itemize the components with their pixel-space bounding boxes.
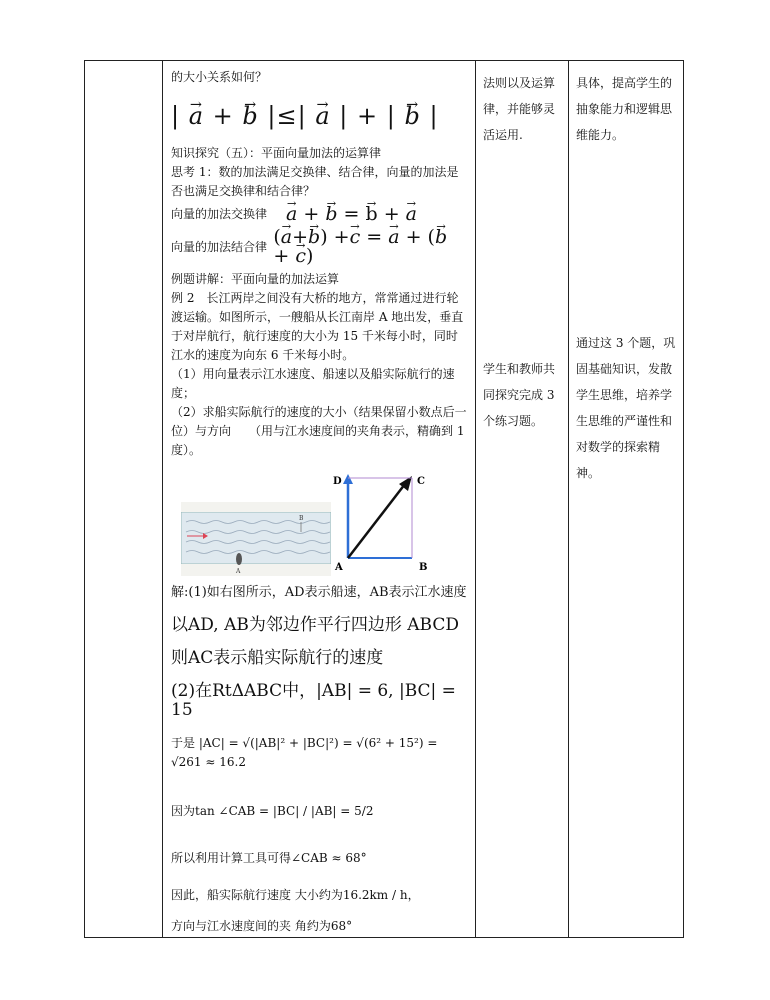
solution-step-3: 则AC表示船实际航行的速度 bbox=[171, 648, 384, 668]
student-activity-cell bbox=[476, 60, 568, 434]
intent-mid: 通过这 3 个题，巩固基础知识，发散学生思维，培养学生思维的严谨性和对数学的探索精神。 bbox=[576, 336, 676, 480]
vector-diagram bbox=[321, 472, 431, 577]
design-intent-cell bbox=[569, 60, 683, 486]
teaching-content-cell bbox=[163, 60, 475, 948]
label-d: D bbox=[333, 476, 342, 487]
solution-step-7: 所以利用计算工具可得∠CAB ≈ 68° bbox=[171, 851, 367, 865]
solution-step-1: 解:(1)如右图所示，AD表示船速，AB表示江水速度 bbox=[171, 585, 467, 600]
think-question: 思考 1：数的加法满足交换律、结合律，向量的加法是否也满足交换律和结合律？ bbox=[171, 165, 459, 198]
solution-step-2: 以AD, AB为邻边作平行四边形 ABCD bbox=[171, 615, 460, 635]
intro-text: 的大小关系如何？ bbox=[171, 70, 268, 84]
activity-mid: 学生和教师共同探究完成 3 个练习题。 bbox=[483, 362, 556, 428]
associative-formula: (→ a+→ b) +→ c = → a + (→ b + → c) bbox=[273, 228, 469, 266]
question-1: （1）用向量表示江水速度、船速以及船实际航行的速度； bbox=[171, 367, 455, 400]
label-c: C bbox=[417, 476, 425, 487]
river-illustration bbox=[181, 502, 331, 576]
solution-step-6: 因为tan ∠CAB = |BC| / |AB| = 5/2 bbox=[171, 804, 374, 818]
associative-label: 向量的加法结合律 bbox=[171, 239, 268, 254]
triangle-inequality: | → a + → b |≤| → a | + | → b | bbox=[171, 107, 469, 126]
label-b: B bbox=[419, 562, 428, 573]
intent-top: 具体，提高学生的抽象能力和逻辑思维能力。 bbox=[576, 76, 673, 142]
commutative-law bbox=[171, 205, 469, 224]
solution-step-9: 方向与江水速度间的夹 角约为68° bbox=[171, 919, 353, 933]
river-label-b: B bbox=[299, 515, 304, 522]
commutative-formula: → a + → b = → b + → a bbox=[286, 205, 417, 224]
solution-step-8: 因此，船实际航行速度 大小约为16.2km / h， bbox=[171, 888, 420, 902]
figure-row bbox=[171, 472, 469, 577]
label-a: A bbox=[335, 562, 343, 573]
activity-top: 法则以及运算律，并能够灵活运用. bbox=[483, 76, 556, 142]
section-title: 知识探究（五）：平面向量加法的运算律 bbox=[171, 146, 382, 160]
example-title: 例题讲解：平面向量的加法运算 bbox=[171, 272, 340, 286]
example-2-text: 例 2 长江两岸之间没有大桥的地方，常常通过进行轮渡运输。如图所示，一艘船从长江南岸 A 地出发，垂直于对岸航行，航行速度的大小为 15 千米每小时，同时江水的速度为向东 6 千米每小时。 bbox=[171, 291, 464, 362]
question-2: （2）求船实际航行的速度的大小（结果保留小数点后一位）与方向 （用与江水速度间的夹角表示，精确到 1 度）。 bbox=[171, 405, 467, 457]
associative-law bbox=[171, 228, 469, 266]
solution-step-5: 于是 |AC| = √(|AB|² + |BC|²) = √(6² + 15²) = √261 ≈ 16.2 bbox=[171, 736, 438, 769]
commutative-label: 向量的加法交换律 bbox=[171, 207, 268, 221]
river-label-a: A bbox=[236, 568, 241, 575]
solution-step-4: (2)在RtΔABC中，|AB| = 6, |BC| = 15 bbox=[171, 681, 456, 720]
